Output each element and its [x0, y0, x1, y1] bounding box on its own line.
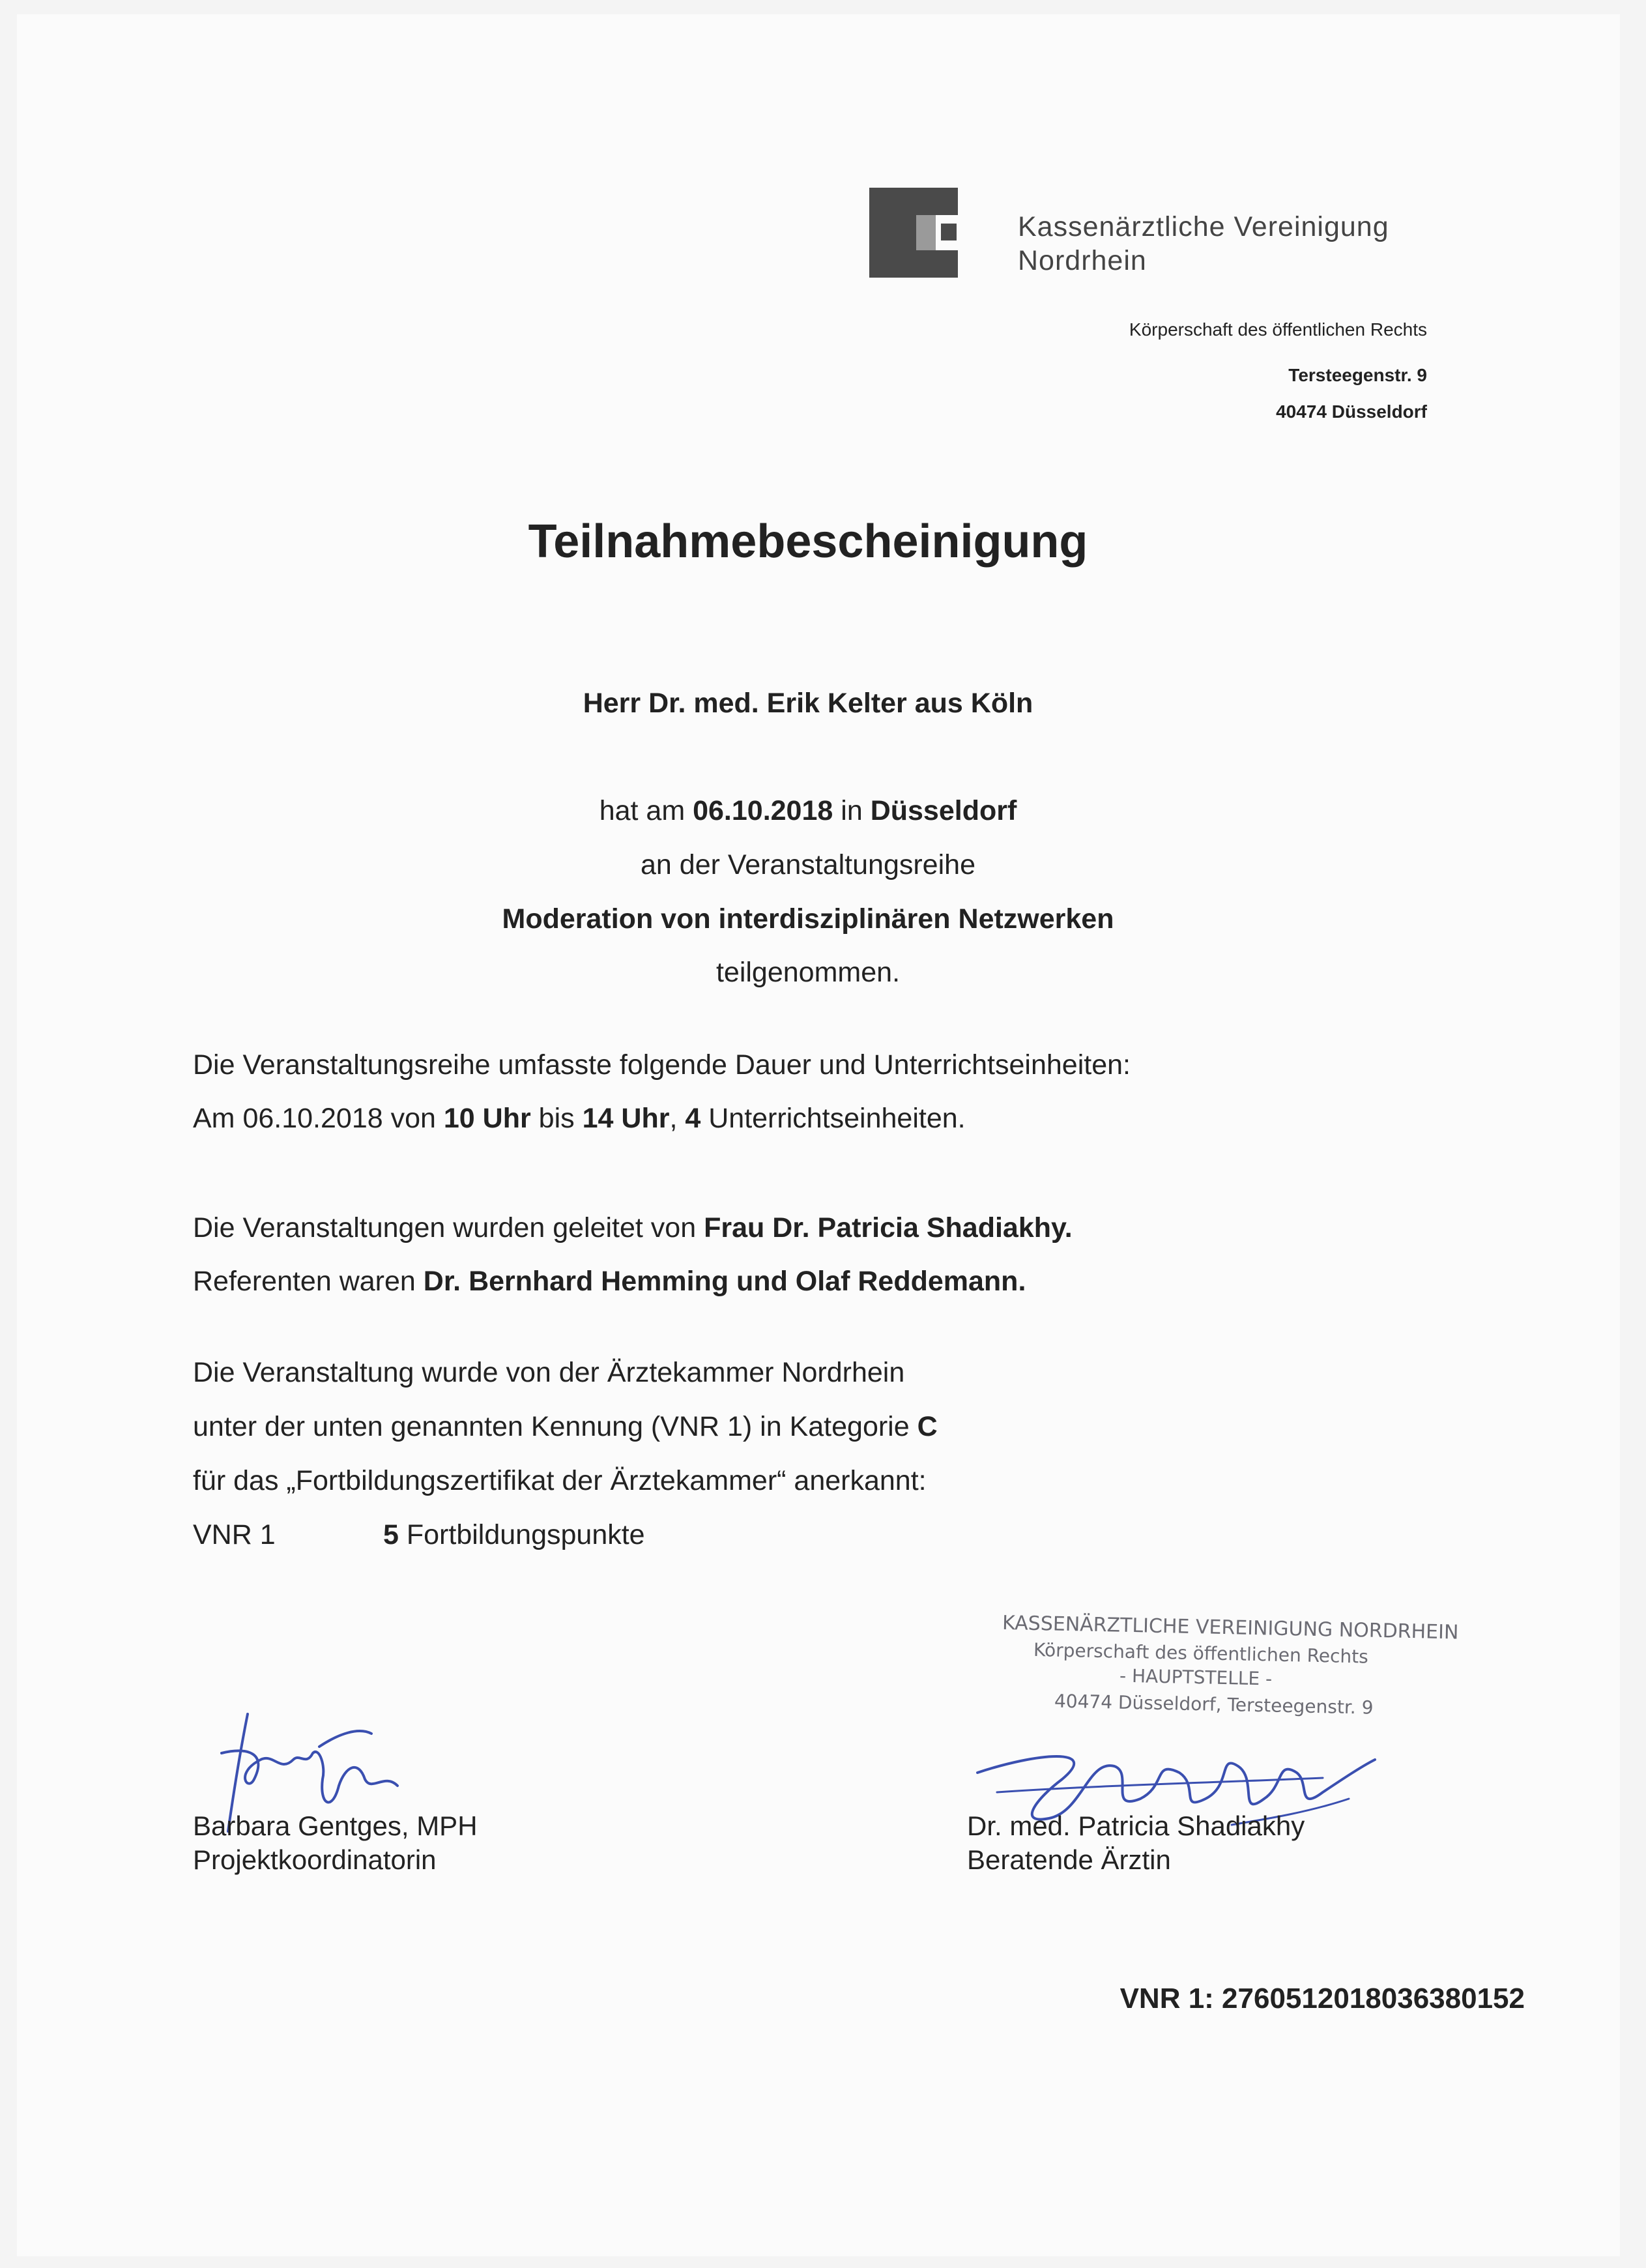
- stamp-line3: - HAUPTSTELLE -: [1119, 1665, 1273, 1690]
- series-name: Moderation von interdisziplinären Netzwerken: [502, 903, 1114, 935]
- duration-intro: Die Veranstaltungsreihe umfasste folgende Dauer und Unterrichtseinheiten:: [193, 1049, 1131, 1081]
- leader-name: Frau Dr. Patricia Shadiakhy.: [704, 1212, 1073, 1243]
- series-intro: an der Veranstaltungsreihe: [641, 849, 975, 880]
- leader-line: Die Veranstaltungen wurden geleitet von Frau Dr. Patricia Shadiakhy.: [193, 1212, 1073, 1243]
- points-line: 5 Fortbildungspunkte: [383, 1519, 645, 1550]
- attendance-place: Düsseldorf: [870, 795, 1017, 826]
- points-value: 5: [383, 1519, 399, 1550]
- duration-start: 10 Uhr: [443, 1103, 531, 1134]
- accreditation-line1: Die Veranstaltung wurde von der Ärztekammer Nordrhein: [193, 1357, 905, 1388]
- accreditation-line3: für das „Fortbildungszertifikat der Ärztekammer“ anerkannt:: [193, 1465, 927, 1496]
- org-name: [1018, 210, 1389, 278]
- attendance-line: hat am 06.10.2018 in Düsseldorf: [599, 795, 1017, 826]
- speakers-line: Referenten waren Dr. Bernhard Hemming und Olaf Reddemann.: [193, 1266, 1026, 1297]
- attendance-date: 06.10.2018: [693, 795, 833, 826]
- certificate-page: [17, 14, 1620, 2256]
- vnr-code: VNR 1: 2760512018036380152: [1119, 1983, 1525, 2014]
- recipient-name: Herr Dr. med. Erik Kelter aus Köln: [583, 688, 1033, 719]
- speaker-names: Dr. Bernhard Hemming und Olaf Reddemann.: [423, 1266, 1026, 1297]
- document-title: Teilnahmebescheinigung: [528, 516, 1088, 568]
- stamp-line2: Körperschaft des öffentlichen Rechts: [1033, 1638, 1369, 1668]
- stamp-line4: 40474 Düsseldorf, Tersteegenstr. 9: [1054, 1690, 1374, 1719]
- duration-end: 14 Uhr: [582, 1103, 670, 1134]
- duration-units: 4: [685, 1103, 701, 1134]
- org-subtitle: Körperschaft des öffentlichen Rechts: [1129, 319, 1427, 340]
- accreditation-category: C: [917, 1411, 938, 1442]
- org-name-line1: Kassenärztliche Vereinigung: [1018, 211, 1389, 242]
- attendance-suffix: teilgenommen.: [715, 957, 901, 988]
- signer-left-role: Projektkoordinatorin: [193, 1844, 437, 1875]
- org-street: Tersteegenstr. 9: [1288, 365, 1427, 385]
- vnr-label: VNR 1: [193, 1519, 276, 1550]
- duration-detail: Am 06.10.2018 von 10 Uhr bis 14 Uhr, 4 Unterrichtseinheiten.: [193, 1103, 966, 1134]
- org-name-line2: Nordrhein: [1018, 245, 1147, 276]
- signer-left-name: Barbara Gentges, MPH: [193, 1810, 478, 1841]
- accreditation-line2: unter der unten genannten Kennung (VNR 1) in Kategorie C: [193, 1411, 938, 1442]
- official-stamp: [1002, 1611, 1459, 1719]
- org-city: 40474 Düsseldorf: [1276, 401, 1427, 422]
- signer-right-name: Dr. med. Patricia Shadiakhy: [967, 1810, 1305, 1841]
- stamp-line1: KASSENÄRZTLICHE VEREINIGUNG NORDRHEIN: [1002, 1611, 1459, 1644]
- signer-right-role: Beratende Ärztin: [967, 1844, 1171, 1875]
- kvno-logo-icon: [869, 188, 974, 278]
